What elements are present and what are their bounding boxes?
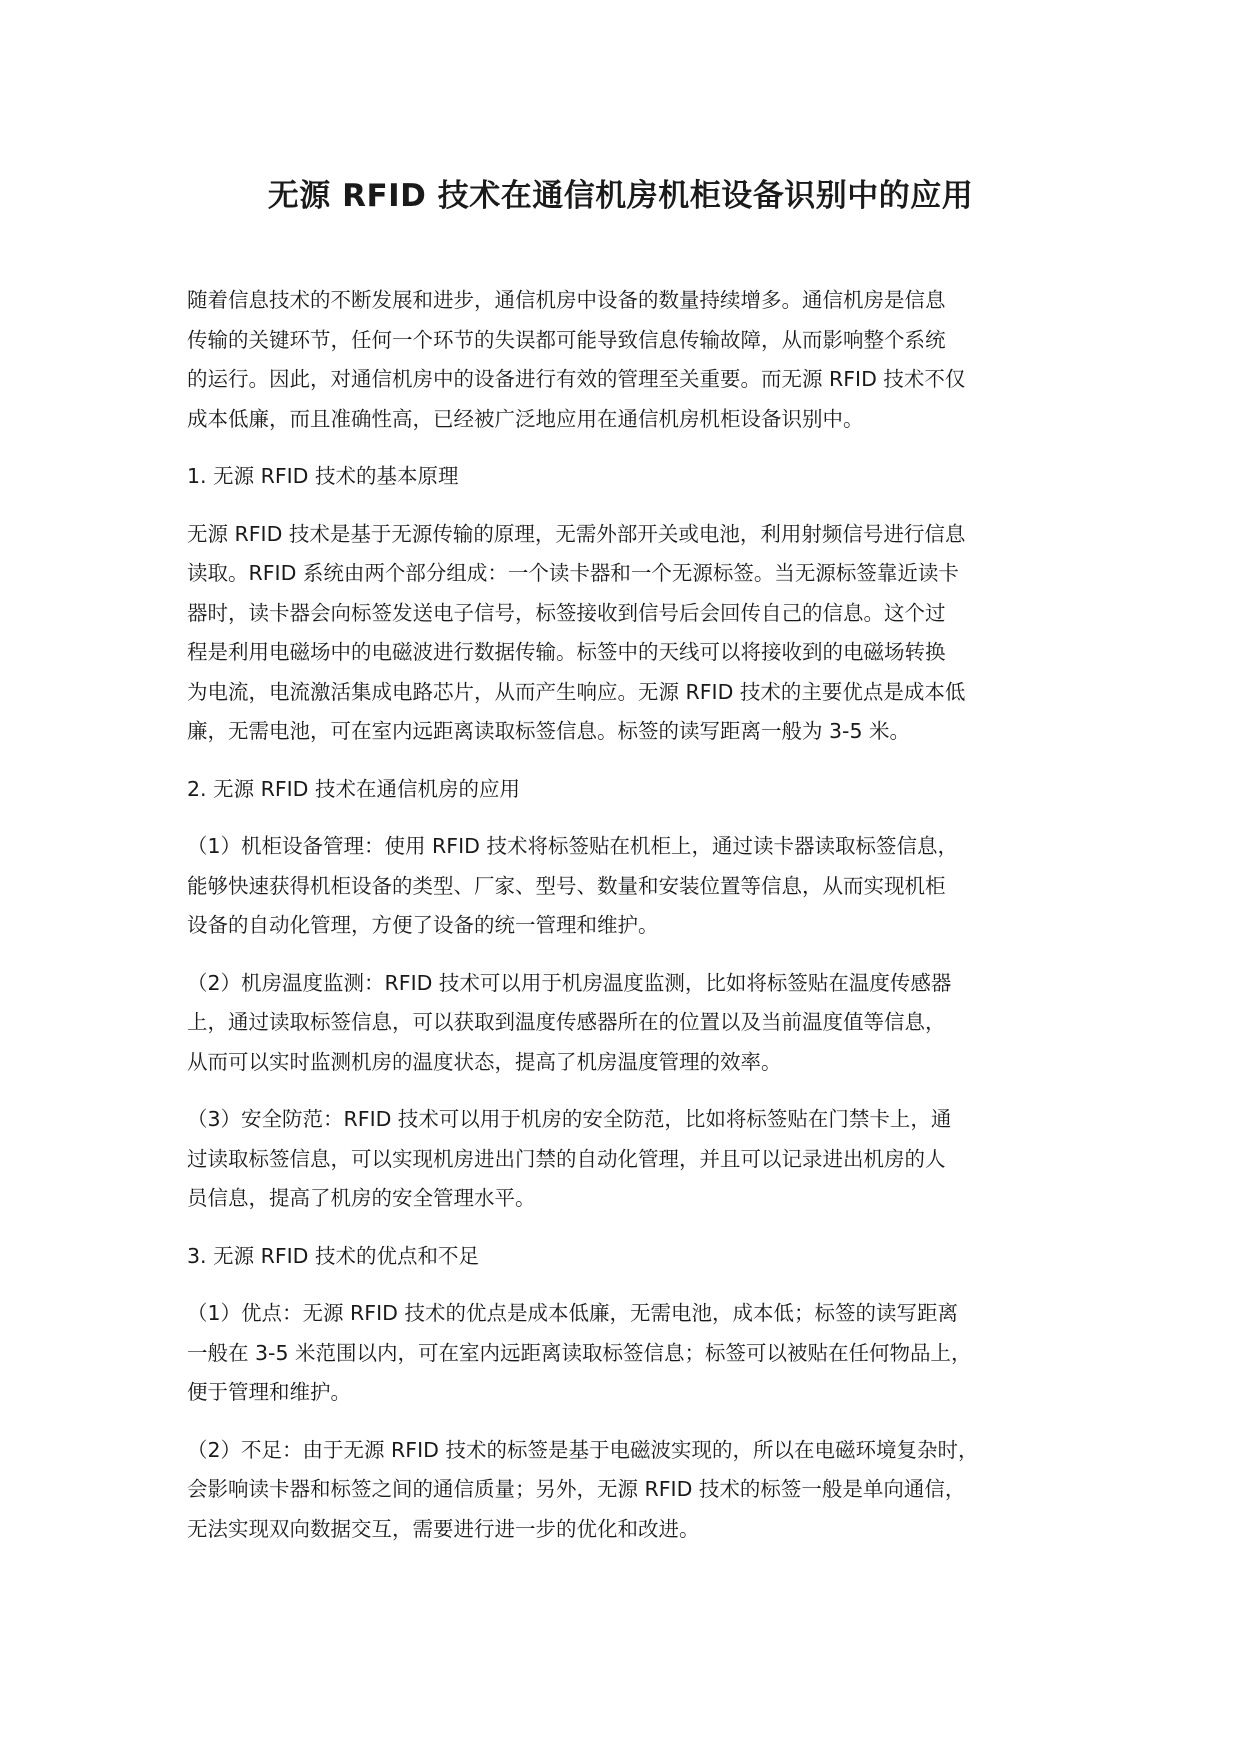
text-line: 便于管理和维护。 xyxy=(187,1380,351,1404)
text-line: 从而可以实时监测机房的温度状态，提高了机房温度管理的效率。 xyxy=(187,1049,782,1074)
intro-paragraph xyxy=(187,281,1087,439)
text-line: 廉，无需电池，可在室内远距离读取标签信息。标签的读写距离一般为 3-5 米。 xyxy=(187,719,911,743)
text-line: （2）机房温度监测：RFID 技术可以用于机房温度监测，比如将标签贴在温度传感器 xyxy=(187,970,952,995)
section-2-heading: 2. 无源 RFID 技术在通信机房的应用 xyxy=(187,776,520,801)
text-line: 器时，读卡器会向标签发送电子信号，标签接收到信号后会回传自己的信息。这个过 xyxy=(187,600,946,625)
text-line: 为电流，电流激活集成电路芯片，从而产生响应。无源 RFID 技术的主要优点是成本低 xyxy=(187,679,966,704)
text-line: 的运行。因此，对通信机房中的设备进行有效的管理至关重要。而无源 RFID 技术不仅 xyxy=(187,367,966,391)
section-2-item-1 xyxy=(187,827,1087,946)
text-line: 成本低廉，而且准确性高，已经被广泛地应用在通信机房机柜设备识别中。 xyxy=(187,406,864,431)
text-line: 员信息，提高了机房的安全管理水平。 xyxy=(187,1186,536,1210)
text-line: 设备的自动化管理，方便了设备的统一管理和维护。 xyxy=(187,913,659,937)
section-3-item-1 xyxy=(187,1294,1087,1413)
section-2-item-3 xyxy=(187,1100,1087,1219)
text-line: 传输的关键环节，任何一个环节的失误都可能导致信息传输故障，从而影响整个系统 xyxy=(187,327,946,352)
section-3-heading: 3. 无源 RFID 技术的优点和不足 xyxy=(187,1243,479,1268)
text-line: 无法实现双向数据交互，需要进行进一步的优化和改进。 xyxy=(187,1516,700,1541)
text-line: 无源 RFID 技术是基于无源传输的原理，无需外部开关或电池，利用射频信号进行信息 xyxy=(187,521,966,546)
text-line: 会影响读卡器和标签之间的通信质量；另外，无源 RFID 技术的标签一般是单向通信， xyxy=(187,1477,966,1501)
text-line: 一般在 3-5 米范围以内，可在室内远距离读取标签信息；标签可以被贴在任何物品上， xyxy=(187,1340,972,1365)
text-line: 过读取标签信息，可以实现机房进出门禁的自动化管理，并且可以记录进出机房的人 xyxy=(187,1146,946,1171)
text-line: 读取。RFID 系统由两个部分组成：一个读卡器和一个无源标签。当无源标签靠近读卡 xyxy=(187,561,959,585)
text-line: 上，通过读取标签信息，可以获取到温度传感器所在的位置以及当前温度值等信息， xyxy=(187,1010,946,1034)
section-1-heading: 1. 无源 RFID 技术的基本原理 xyxy=(187,464,459,488)
document-body xyxy=(187,281,1087,1567)
text-line: 程是利用电磁场中的电磁波进行数据传输。标签中的天线可以将接收到的电磁场转换 xyxy=(187,640,946,664)
section-1-paragraph xyxy=(187,515,1087,752)
text-line: 能够快速获得机柜设备的类型、厂家、型号、数量和安装位置等信息，从而实现机柜 xyxy=(187,873,946,898)
text-line: （3）安全防范：RFID 技术可以用于机房的安全防范，比如将标签贴在门禁卡上，通 xyxy=(187,1107,952,1131)
text-line: （2）不足：由于无源 RFID 技术的标签是基于电磁波实现的，所以在电磁环境复杂时， xyxy=(187,1437,979,1462)
text-line: 随着信息技术的不断发展和进步，通信机房中设备的数量持续增多。通信机房是信息 xyxy=(187,288,946,312)
section-3-item-2 xyxy=(187,1431,1087,1550)
text-line: （1）优点：无源 RFID 技术的优点是成本低廉，无需电池，成本低；标签的读写距离 xyxy=(187,1301,958,1325)
section-2-item-2 xyxy=(187,964,1087,1083)
document-title: 无源 RFID 技术在通信机房机柜设备识别中的应用 xyxy=(267,178,974,214)
text-line: （1）机柜设备管理：使用 RFID 技术将标签贴在机柜上，通过读卡器读取标签信息， xyxy=(187,834,958,858)
